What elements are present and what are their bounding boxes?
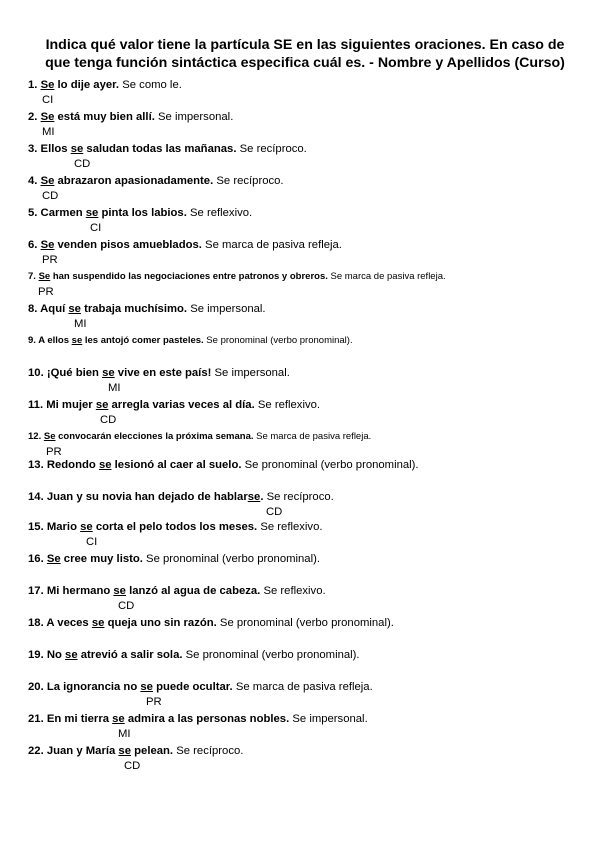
sentence-suffix: está muy bien allí.: [54, 111, 155, 123]
sentence-prefix: 4.: [28, 175, 41, 187]
answer-text: Se impersonal.: [187, 303, 266, 315]
sentence-prefix: 18. A veces: [28, 617, 92, 629]
sentence-prefix: 10. ¡Qué bien: [28, 367, 103, 379]
answer-text: Se recíproco.: [263, 491, 334, 503]
sentence-item: [28, 520, 323, 534]
syntactic-function-label: PR: [42, 254, 58, 266]
syntactic-function-label: CD: [118, 600, 135, 612]
sentence-item: [28, 616, 394, 630]
answer-text: Se impersonal.: [289, 713, 368, 725]
worksheet-title: Indica qué valor tiene la partícula SE en las siguientes oraciones. En caso de que tenga función sintáctica especifica cuál es. - Nombre y Apellidos (Curso): [45, 37, 565, 71]
sentence-suffix: pinta los labios.: [98, 207, 187, 219]
sentence-prefix: 11. Mi mujer: [28, 399, 96, 411]
sentence-text: [28, 367, 211, 379]
sentence-suffix: han suspendido las negociaciones entre patronos y obreros.: [50, 271, 328, 282]
sentence-prefix: 17. Mi hermano: [28, 585, 114, 597]
se-particle: se: [118, 745, 131, 757]
sentence-suffix: atrevió a salir sola.: [77, 649, 183, 661]
sentence-prefix: 22. Juan y María: [28, 745, 119, 757]
sentence-suffix: lanzó al agua de cabeza.: [125, 585, 261, 597]
sentence-suffix: pelean.: [131, 745, 174, 757]
sentence-prefix: 21. En mi tierra: [28, 713, 113, 725]
sentence-item: [28, 366, 290, 380]
sentence-item: [28, 584, 326, 598]
syntactic-function-label: PR: [46, 446, 62, 458]
sentence-item: [28, 174, 284, 188]
answer-text: Se impersonal.: [211, 367, 290, 379]
se-particle: se: [85, 207, 99, 219]
se-particle: Se: [38, 271, 51, 282]
se-particle: se: [65, 649, 78, 661]
sentence-suffix: puede ocultar.: [152, 681, 233, 693]
sentence-item: [28, 458, 419, 472]
syntactic-function-label: MI: [118, 728, 131, 740]
sentence-text: [28, 143, 236, 155]
sentence-prefix: 9. A ellos: [28, 335, 72, 346]
se-particle: se: [80, 521, 93, 533]
sentence-prefix: 6.: [28, 239, 41, 251]
sentence-text: [28, 681, 233, 693]
sentence-prefix: 13. Redondo: [28, 459, 99, 471]
sentence-suffix: corta el pelo todos los meses.: [92, 521, 258, 533]
sentence-text: [28, 521, 257, 533]
sentence-suffix: saludan todas las mañanas.: [83, 143, 237, 155]
sentence-prefix: 16.: [28, 553, 47, 565]
sentence-prefix: 7.: [28, 271, 39, 282]
sentence-suffix: lesionó al caer al suelo.: [111, 459, 242, 471]
sentence-prefix: 15. Mario: [28, 521, 81, 533]
syntactic-function-label: CD: [100, 414, 117, 426]
sentence-prefix: 14. Juan y su novia han dejado de hablar: [28, 491, 248, 503]
sentence-item: [28, 744, 243, 758]
answer-text: Se reflexivo.: [260, 585, 326, 597]
sentence-text: [28, 175, 213, 187]
sentence-suffix: venden pisos amueblados.: [54, 239, 202, 251]
sentence-prefix: 20. La ignorancia no: [28, 681, 141, 693]
sentence-suffix: trabaja muchísimo.: [80, 303, 188, 315]
se-particle: se: [113, 585, 126, 597]
sentence-text: [28, 303, 187, 315]
sentence-item: [28, 302, 266, 316]
syntactic-function-label: CD: [266, 506, 283, 518]
sentence-item: [28, 680, 373, 694]
syntactic-function-label: CI: [86, 536, 98, 548]
se-particle: Se: [40, 79, 55, 91]
sentence-item: [28, 712, 368, 726]
sentence-text: [28, 431, 254, 442]
sentence-text: [28, 459, 242, 471]
sentence-suffix: convocarán elecciones la próxima semana.: [55, 431, 254, 442]
sentence-suffix: admira a las personas nobles.: [124, 713, 290, 725]
sentence-suffix: vive en este país!: [114, 367, 212, 379]
sentence-item: [28, 78, 182, 92]
sentence-item: [28, 552, 320, 566]
answer-text: Se pronominal (verbo pronominal).: [241, 459, 419, 471]
syntactic-function-label: CI: [90, 222, 102, 234]
sentence-item: [28, 238, 342, 252]
sentence-item: [28, 490, 334, 504]
answer-text: Se reflexivo.: [257, 521, 323, 533]
sentence-text: [28, 713, 289, 725]
sentence-text: [28, 491, 263, 503]
sentence-text: [28, 745, 173, 757]
syntactic-function-label: MI: [108, 382, 121, 394]
syntactic-function-label: PR: [38, 286, 54, 298]
syntactic-function-label: CD: [42, 190, 59, 202]
sentence-suffix: abrazaron apasionadamente.: [54, 175, 214, 187]
answer-text: Se pronominal (verbo pronominal).: [142, 553, 320, 565]
sentence-item: [28, 206, 252, 220]
se-particle: Se: [43, 431, 56, 442]
sentence-text: [28, 649, 183, 661]
se-particle: se: [71, 335, 83, 346]
se-particle: Se: [40, 175, 55, 187]
answer-text: Se pronominal (verbo pronominal).: [182, 649, 360, 661]
se-particle: se: [70, 143, 84, 155]
sentence-item: [28, 398, 320, 412]
sentence-text: [28, 239, 202, 251]
answer-text: Se marca de pasiva refleja.: [201, 239, 342, 251]
sentence-prefix: 12.: [28, 431, 44, 442]
sentence-item: [28, 142, 307, 156]
se-particle: Se: [46, 553, 61, 565]
sentence-suffix: .: [260, 491, 264, 503]
sentence-suffix: queja uno sin razón.: [104, 617, 217, 629]
answer-text: Se recíproco.: [213, 175, 284, 187]
answer-text: Se como le.: [119, 79, 182, 91]
sentence-text: [28, 617, 217, 629]
syntactic-function-label: CI: [42, 94, 54, 106]
syntactic-function-label: CD: [74, 158, 91, 170]
se-particle: se: [102, 367, 115, 379]
se-particle: se: [68, 303, 81, 315]
sentence-prefix: 3. Ellos: [28, 143, 71, 155]
sentence-item: [28, 270, 446, 284]
answer-text: Se pronominal (verbo pronominal).: [216, 617, 394, 629]
answer-text: Se reflexivo.: [254, 399, 321, 411]
se-particle: se: [140, 681, 153, 693]
se-particle: se: [95, 399, 109, 411]
syntactic-function-label: PR: [146, 696, 162, 708]
sentence-prefix: 19. No: [28, 649, 66, 661]
sentence-prefix: 1.: [28, 79, 41, 91]
sentence-text: [28, 111, 155, 123]
answer-text: Se reflexivo.: [186, 207, 253, 219]
sentence-prefix: 5. Carmen: [28, 207, 86, 219]
se-particle: se: [98, 459, 112, 471]
se-particle: se: [112, 713, 125, 725]
sentence-text: [28, 335, 204, 346]
se-particle: se: [91, 617, 105, 629]
se-particle: Se: [40, 111, 55, 123]
answer-text: Se marca de pasiva refleja.: [232, 681, 373, 693]
sentence-suffix: lo dije ayer.: [54, 79, 120, 91]
sentence-text: [28, 399, 255, 411]
answer-text: Se pronominal (verbo pronominal).: [203, 335, 353, 346]
sentence-prefix: 8. Aquí: [28, 303, 69, 315]
syntactic-function-label: MI: [74, 318, 87, 330]
sentence-suffix: les antojó comer pasteles.: [82, 335, 204, 346]
sentence-text: [28, 553, 143, 565]
sentence-item: [28, 334, 353, 348]
answer-text: Se marca de pasiva refleja.: [327, 271, 446, 282]
sentence-item: [28, 648, 360, 662]
answer-text: Se marca de pasiva refleja.: [253, 431, 372, 442]
se-particle: Se: [40, 239, 55, 251]
sentence-text: [28, 79, 119, 91]
syntactic-function-label: CD: [124, 760, 141, 772]
sentence-suffix: cree muy listo.: [60, 553, 143, 565]
sentence-text: [28, 271, 328, 282]
sentence-suffix: arregla varias veces al día.: [108, 399, 255, 411]
sentence-text: [28, 207, 187, 219]
answer-text: Se impersonal.: [154, 111, 234, 123]
answer-text: Se recíproco.: [173, 745, 244, 757]
sentence-item: [28, 430, 371, 444]
sentence-text: [28, 585, 260, 597]
se-particle: se: [247, 491, 261, 503]
sentence-prefix: 2.: [28, 111, 41, 123]
answer-text: Se recíproco.: [236, 143, 307, 155]
sentence-item: [28, 110, 233, 124]
syntactic-function-label: MI: [42, 126, 55, 138]
